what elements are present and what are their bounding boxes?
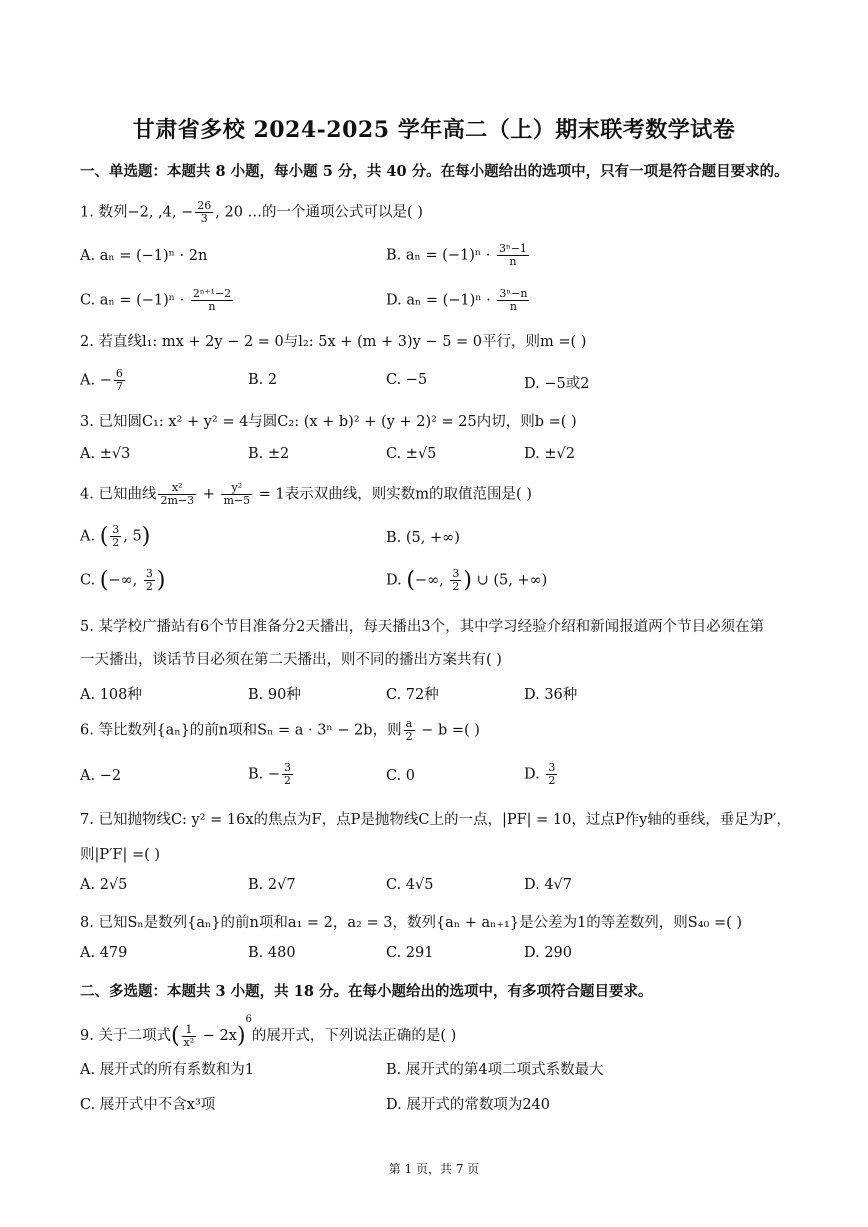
q6-option-c: C. 0 (386, 768, 416, 784)
q9-option-d: D. 展开式的常数项为240 (386, 1097, 551, 1113)
q6-option-d: D. $\frac{3}{2}$ (524, 761, 556, 787)
q8-option-b: B. 480 (248, 945, 296, 961)
q4-option-a: A. ( $\frac{3}{2}$ , 5) (80, 523, 151, 549)
section-heading-single: 一、单选题：本题共 8 小题，每小题 5 分，共 40 分。在每小题给出的选项中，只有一项是符合题目要求的。 (80, 163, 789, 180)
page-footer: 第 1 页，共 7 页 (388, 1162, 480, 1176)
q3-option-d: D. ±√2 (524, 446, 575, 462)
question-7-line-1: 7. 已知抛物线C: y² = 16x的焦点为F，点P是抛物线C上的一点，|PF| = 10，过点P作y轴的垂线，垂足为P′， (80, 812, 791, 828)
q7-option-b: B. 2√7 (248, 877, 296, 893)
section-heading-multi: 二、多选题：本题共 3 小题，共 18 分。在每小题给出的选项中，有多项符合题目要求。 (80, 983, 653, 1000)
q7-option-a: A. 2√5 (80, 877, 128, 893)
q1-option-b: B. aₙ = (−1)ⁿ · $\frac{\text{3ⁿ−1}}{n}$ (386, 242, 527, 268)
question-5-line-1: 5. 某学校广播站有6个节目准备分2天播出，每天播出3个，其中学习经验介绍和新闻报道两个节目必须在第 (80, 619, 765, 635)
q1-option-c: C. aₙ = (−1)ⁿ · $\frac{\text{2ⁿ⁺¹−2}}{n}$ (80, 287, 232, 313)
question-5-line-2: 一天播出，谈话节目必须在第二天播出，则不同的播出方案共有( ) (80, 652, 502, 668)
q2-option-d: D. −5或2 (524, 376, 590, 392)
q9-option-a: A. 展开式的所有系数和为1 (80, 1062, 254, 1078)
q8-option-a: A. 479 (80, 945, 128, 961)
q2-option-b: B. 2 (248, 372, 278, 388)
question-7-line-2: 则|P′F| =( ) (80, 847, 161, 863)
question-4: 4. 已知曲线 $\frac{\text{x²}}{2m-3}$ + $\frac{\text{y²}}{m-5}$ = 1表示双曲线，则实数m的取值范围是( ) (80, 481, 532, 507)
q8-option-c: C. 291 (386, 945, 434, 961)
q2-option-a: A. − $\frac{6}{7}$ (80, 367, 123, 393)
q5-option-d: D. 36种 (524, 687, 578, 703)
q3-option-a: A. ±√3 (80, 446, 131, 462)
q6-option-b: B. − $\frac{3}{2}$ (248, 761, 292, 787)
q5-option-c: C. 72种 (386, 687, 439, 703)
question-3: 3. 已知圆C₁: x² + y² = 4与圆C₂: (x + b)² + (y + 2)² = 25内切，则b =( ) (80, 414, 577, 430)
q7-option-d: D. 4√7 (524, 877, 573, 893)
question-2: 2. 若直线l₁: mx + 2y − 2 = 0与l₂: 5x + (m + 3)y − 5 = 0平行，则m =( ) (80, 334, 587, 350)
q4-option-c: C. (−∞, $\frac{3}{2}$ ) (80, 567, 166, 593)
q6-option-a: A. −2 (80, 768, 122, 784)
q9-option-c: C. 展开式中不含x³项 (80, 1097, 216, 1113)
q5-option-b: B. 90种 (248, 687, 301, 703)
q3-option-c: C. ±√5 (386, 446, 437, 462)
q7-option-c: C. 4√5 (386, 877, 434, 893)
q2-option-c: C. −5 (386, 372, 428, 388)
question-6: 6. 等比数列{aₙ}的前n项和Sₙ = a · 3ⁿ − 2b，则 $\frac{a}{2}$ − b =( ) (80, 717, 480, 743)
q3-option-b: B. ±2 (248, 446, 290, 462)
q4-option-d: D. (−∞, $\frac{3}{2}$ ) ∪ (5, +∞) (386, 567, 548, 593)
q5-option-a: A. 108种 (80, 687, 142, 703)
q1-option-a: A. aₙ = (−1)ⁿ · 2n (80, 248, 208, 264)
q8-option-d: D. 290 (524, 945, 573, 961)
question-8: 8. 已知Sₙ是数列{aₙ}的前n项和a₁ = 2，a₂ = 3，数列{aₙ + aₙ₊₁}是公差为1的等差数列，则S₄₀ =( ) (80, 915, 743, 931)
q1-option-d: D. aₙ = (−1)ⁿ · $\frac{\text{3ⁿ−n}}{n}$ (386, 287, 528, 313)
question-1: 1. 数列−2, ,4, − $\frac{26}{3}$ , 20 …的一个通项公式可以是( ) (80, 199, 423, 225)
page-title: 甘肃省多校 2024-2025 学年高二（上）期末联考数学试卷 (132, 117, 736, 143)
q4-option-b: B. (5, +∞) (386, 530, 460, 546)
q9-option-b: B. 展开式的第4项二项式系数最大 (386, 1062, 604, 1078)
question-9: 9. 关于二项式( $\frac{1}{\text{x²}}$ − 2x)$^6$的展开式，下列说法正确的是( ) (80, 1014, 457, 1049)
